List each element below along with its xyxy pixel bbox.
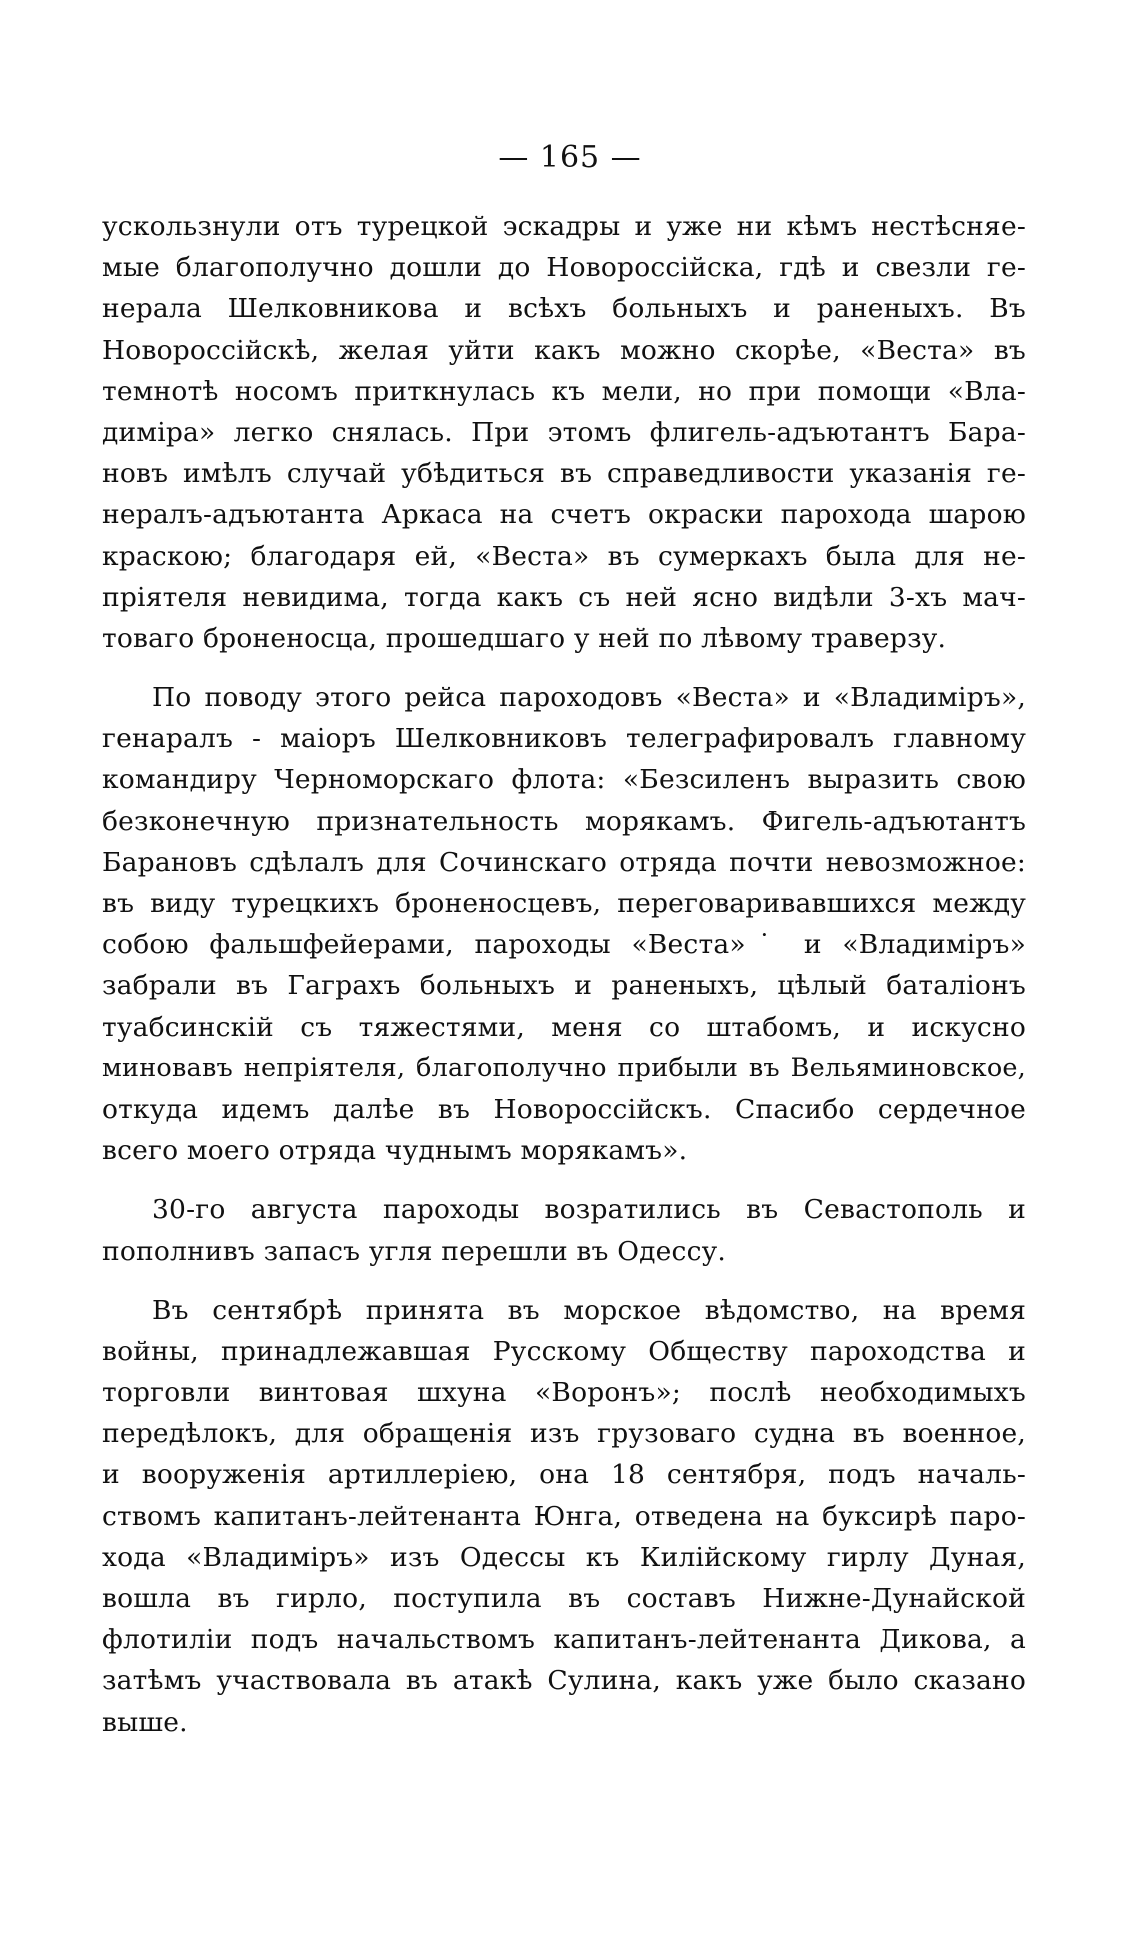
text-line: передѣлокъ, для обращенія изъ грузоваго судна въ военное, (102, 1418, 1026, 1450)
paragraph-3 (102, 1189, 1026, 1271)
text-line: хода «Владиміръ» изъ Одессы къ Килійскому гирлу Дуная, (102, 1541, 1026, 1573)
text-line: флотиліи подъ начальствомъ капитанъ-лейтенанта Дикова, а (102, 1624, 1026, 1656)
text-line: пріятеля невидима, тогда какъ съ ней ясно видѣли 3-хъ мач- (102, 581, 1026, 613)
body-text (102, 206, 1026, 1761)
text-line: туабсинскій съ тяжестями, меня со штабомъ, и искусно (102, 1011, 1026, 1043)
text-line: краскою; благодаря ей, «Веста» въ сумеркахъ была для не- (102, 540, 1026, 572)
text-line: Въ сентябрѣ принята въ морское вѣдомство, на время (152, 1294, 1026, 1326)
text-line: пополнивъ запасъ угля перешли въ Одессу. (102, 1235, 727, 1267)
text-line: забрали въ Гаграхъ больныхъ и раненыхъ, цѣлый баталіонъ (102, 970, 1026, 1002)
page-number: — 165 — (498, 140, 642, 175)
text-line: новъ имѣлъ случай убѣдиться въ справедливости указанія ге- (102, 458, 1026, 490)
text-line: торговли винтовая шхуна «Воронъ»; послѣ необходимыхъ (102, 1377, 1026, 1409)
text-line: товаго броненосца, прошедшаго у ней по лѣвому траверзу. (102, 622, 947, 654)
text-line: ствомъ капитанъ-лейтенанта Юнга, отведена на буксирѣ паро- (102, 1500, 1026, 1532)
text-line: безконечную признательность морякамъ. Фигель-адъютантъ (102, 805, 1026, 837)
text-line: нерала Шелковникова и всѣхъ больныхъ и раненыхъ. Въ (102, 293, 1026, 325)
text-line: диміра» легко снялась. При этомъ флигель-адъютантъ Бара- (102, 416, 1026, 448)
text-line: откуда идемъ далѣе въ Новороссійскъ. Спасибо сердечное (102, 1093, 1026, 1125)
text-line: войны, принадлежавшая Русскому Обществу пароходства и (102, 1335, 1026, 1367)
text-line: нералъ-адъютанта Аркаса на счетъ окраски парохода шарою (102, 499, 1026, 531)
text-line: и вооруженія артиллеріею, она 18 сентября, подъ началь- (102, 1459, 1026, 1491)
text-line: всего моего отряда чуднымъ морякамъ». (102, 1135, 688, 1167)
text-line: Новороссійскѣ, желая уйти какъ можно скорѣе, «Веста» въ (102, 334, 1026, 366)
text-line: Барановъ сдѣлалъ для Сочинскаго отряда почти невозможное: (102, 846, 1026, 878)
text-line: По поводу этого рейса пароходовъ «Веста» и «Владиміръ», (152, 682, 1026, 714)
text-line: 30-го августа пароходы возратились въ Севастополь и (152, 1194, 1026, 1226)
text-line: темнотѣ носомъ приткнулась къ мели, но при помощи «Вла- (102, 375, 1026, 407)
text-line: генаралъ - маіоръ Шелковниковъ телеграфировалъ главному (102, 723, 1026, 755)
paragraph-4 (102, 1290, 1026, 1743)
text-line: командиру Черноморскаго флота: «Безсиленъ выразить свою (102, 764, 1026, 796)
text-line: собою фальшфейерами, пароходы «Веста»˙ и «Владиміръ» (102, 929, 1026, 961)
text-line: миновавъ непріятеля, благополучно прибыли въ Вельяминовское, (102, 1052, 1026, 1083)
text-line: мые благополучно дошли до Новороссійска, гдѣ и свезли ге- (102, 252, 1026, 284)
text-line: затѣмъ участвовала въ атакѣ Сулина, какъ уже было сказано (102, 1665, 1026, 1697)
text-line: выше. (102, 1706, 188, 1738)
paragraph-1 (102, 206, 1026, 659)
text-line: въ виду турецкихъ броненосцевъ, переговаривавшихся между (102, 888, 1026, 919)
paragraph-2 (102, 677, 1026, 1171)
text-line: ускользнули отъ турецкой эскадры и уже ни кѣмъ нестѣсняе- (102, 211, 1026, 242)
text-line: вошла въ гирло, поступила въ составъ Нижне-Дунайской (102, 1583, 1026, 1614)
